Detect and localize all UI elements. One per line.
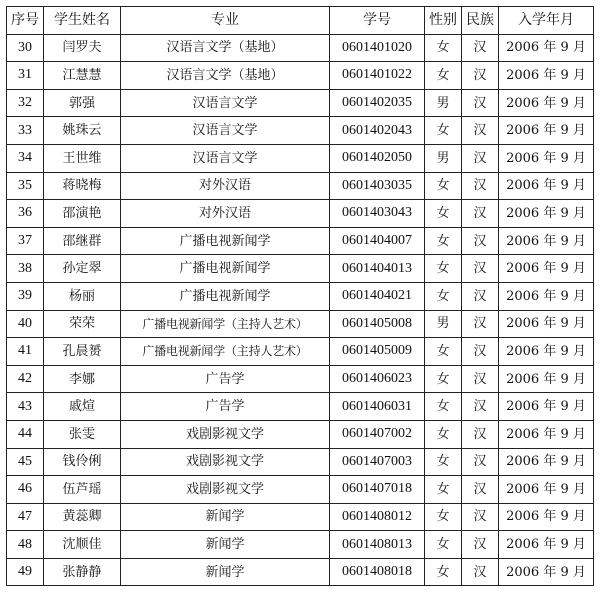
cell-name: 姚珠云 bbox=[44, 117, 121, 145]
cell-ethnicity: 汉 bbox=[462, 365, 499, 393]
table-row bbox=[7, 117, 594, 145]
cell-name: 孔晨赟 bbox=[44, 338, 121, 366]
cell-enroll: 2006 年 9 月 bbox=[499, 89, 594, 117]
cell-student-id: 0601401022 bbox=[330, 62, 425, 90]
table-row bbox=[7, 227, 594, 255]
cell-student-id: 0601402035 bbox=[330, 89, 425, 117]
header-row bbox=[7, 7, 594, 35]
cell-gender: 女 bbox=[425, 172, 462, 200]
cell-name: 杨丽 bbox=[44, 282, 121, 310]
cell-seq: 49 bbox=[7, 558, 44, 586]
table-row bbox=[7, 172, 594, 200]
cell-enroll: 2006 年 9 月 bbox=[499, 310, 594, 338]
cell-student-id: 0601407002 bbox=[330, 420, 425, 448]
cell-student-id: 0601402043 bbox=[330, 117, 425, 145]
cell-enroll: 2006 年 9 月 bbox=[499, 558, 594, 586]
cell-student-id: 0601401020 bbox=[330, 34, 425, 62]
cell-enroll: 2006 年 9 月 bbox=[499, 365, 594, 393]
cell-gender: 女 bbox=[425, 200, 462, 228]
cell-gender: 女 bbox=[425, 365, 462, 393]
cell-seq: 47 bbox=[7, 503, 44, 531]
cell-seq: 41 bbox=[7, 338, 44, 366]
header-seq: 序号 bbox=[7, 7, 44, 35]
cell-gender: 男 bbox=[425, 89, 462, 117]
cell-student-id: 0601408012 bbox=[330, 503, 425, 531]
cell-gender: 女 bbox=[425, 227, 462, 255]
table-row bbox=[7, 255, 594, 283]
cell-name: 邵继群 bbox=[44, 227, 121, 255]
cell-student-id: 0601403035 bbox=[330, 172, 425, 200]
cell-name: 李娜 bbox=[44, 365, 121, 393]
cell-seq: 44 bbox=[7, 420, 44, 448]
cell-enroll: 2006 年 9 月 bbox=[499, 144, 594, 172]
cell-ethnicity: 汉 bbox=[462, 255, 499, 283]
table-row bbox=[7, 420, 594, 448]
cell-major: 新闻学 bbox=[121, 531, 330, 559]
cell-seq: 40 bbox=[7, 310, 44, 338]
cell-gender: 女 bbox=[425, 282, 462, 310]
cell-seq: 39 bbox=[7, 282, 44, 310]
table-row bbox=[7, 310, 594, 338]
cell-name: 黄蕊卿 bbox=[44, 503, 121, 531]
cell-major: 广告学 bbox=[121, 365, 330, 393]
cell-gender: 女 bbox=[425, 117, 462, 145]
cell-major: 广播电视新闻学 bbox=[121, 227, 330, 255]
cell-student-id: 0601406023 bbox=[330, 365, 425, 393]
cell-ethnicity: 汉 bbox=[462, 144, 499, 172]
cell-enroll: 2006 年 9 月 bbox=[499, 338, 594, 366]
cell-student-id: 0601407003 bbox=[330, 448, 425, 476]
cell-enroll: 2006 年 9 月 bbox=[499, 255, 594, 283]
cell-enroll: 2006 年 9 月 bbox=[499, 420, 594, 448]
cell-gender: 男 bbox=[425, 144, 462, 172]
cell-major: 戏剧影视文学 bbox=[121, 448, 330, 476]
cell-ethnicity: 汉 bbox=[462, 476, 499, 504]
cell-ethnicity: 汉 bbox=[462, 393, 499, 421]
cell-seq: 36 bbox=[7, 200, 44, 228]
cell-seq: 33 bbox=[7, 117, 44, 145]
cell-major: 汉语言文学 bbox=[121, 117, 330, 145]
cell-ethnicity: 汉 bbox=[462, 531, 499, 559]
header-gender: 性别 bbox=[425, 7, 462, 35]
cell-name: 张雯 bbox=[44, 420, 121, 448]
cell-ethnicity: 汉 bbox=[462, 420, 499, 448]
header-enroll: 入学年月 bbox=[499, 7, 594, 35]
cell-student-id: 0601402050 bbox=[330, 144, 425, 172]
cell-gender: 女 bbox=[425, 34, 462, 62]
cell-major: 戏剧影视文学 bbox=[121, 476, 330, 504]
cell-student-id: 0601405008 bbox=[330, 310, 425, 338]
cell-name: 蒋晓梅 bbox=[44, 172, 121, 200]
header-major: 专业 bbox=[121, 7, 330, 35]
cell-seq: 31 bbox=[7, 62, 44, 90]
cell-name: 郭强 bbox=[44, 89, 121, 117]
cell-seq: 30 bbox=[7, 34, 44, 62]
cell-gender: 女 bbox=[425, 255, 462, 283]
cell-major: 对外汉语 bbox=[121, 200, 330, 228]
header-ethnicity: 民族 bbox=[462, 7, 499, 35]
cell-ethnicity: 汉 bbox=[462, 282, 499, 310]
cell-gender: 女 bbox=[425, 531, 462, 559]
cell-major: 对外汉语 bbox=[121, 172, 330, 200]
cell-gender: 女 bbox=[425, 62, 462, 90]
cell-enroll: 2006 年 9 月 bbox=[499, 531, 594, 559]
cell-student-id: 0601408018 bbox=[330, 558, 425, 586]
cell-ethnicity: 汉 bbox=[462, 558, 499, 586]
table-row bbox=[7, 338, 594, 366]
cell-student-id: 0601404007 bbox=[330, 227, 425, 255]
cell-ethnicity: 汉 bbox=[462, 117, 499, 145]
cell-name: 孙定翠 bbox=[44, 255, 121, 283]
cell-major: 汉语言文学 bbox=[121, 89, 330, 117]
cell-enroll: 2006 年 9 月 bbox=[499, 117, 594, 145]
cell-seq: 37 bbox=[7, 227, 44, 255]
cell-enroll: 2006 年 9 月 bbox=[499, 448, 594, 476]
cell-enroll: 2006 年 9 月 bbox=[499, 476, 594, 504]
cell-enroll: 2006 年 9 月 bbox=[499, 227, 594, 255]
cell-ethnicity: 汉 bbox=[462, 503, 499, 531]
table-row bbox=[7, 448, 594, 476]
cell-ethnicity: 汉 bbox=[462, 34, 499, 62]
cell-name: 伍芦瑶 bbox=[44, 476, 121, 504]
cell-gender: 女 bbox=[425, 448, 462, 476]
header-name: 学生姓名 bbox=[44, 7, 121, 35]
cell-name: 闫罗夫 bbox=[44, 34, 121, 62]
cell-ethnicity: 汉 bbox=[462, 338, 499, 366]
cell-gender: 女 bbox=[425, 476, 462, 504]
table-row bbox=[7, 144, 594, 172]
cell-ethnicity: 汉 bbox=[462, 200, 499, 228]
cell-ethnicity: 汉 bbox=[462, 448, 499, 476]
cell-ethnicity: 汉 bbox=[462, 89, 499, 117]
table-row bbox=[7, 503, 594, 531]
cell-major: 新闻学 bbox=[121, 503, 330, 531]
table-row bbox=[7, 476, 594, 504]
cell-name: 荣荣 bbox=[44, 310, 121, 338]
cell-gender: 男 bbox=[425, 310, 462, 338]
table-row bbox=[7, 558, 594, 586]
cell-name: 江慧慧 bbox=[44, 62, 121, 90]
cell-name: 张静静 bbox=[44, 558, 121, 586]
cell-seq: 48 bbox=[7, 531, 44, 559]
cell-seq: 35 bbox=[7, 172, 44, 200]
cell-gender: 女 bbox=[425, 420, 462, 448]
cell-enroll: 2006 年 9 月 bbox=[499, 282, 594, 310]
table-row bbox=[7, 282, 594, 310]
cell-ethnicity: 汉 bbox=[462, 172, 499, 200]
table-row bbox=[7, 531, 594, 559]
cell-major: 广播电视新闻学（主持人艺术） bbox=[121, 310, 330, 338]
cell-enroll: 2006 年 9 月 bbox=[499, 200, 594, 228]
cell-enroll: 2006 年 9 月 bbox=[499, 393, 594, 421]
cell-ethnicity: 汉 bbox=[462, 310, 499, 338]
cell-seq: 34 bbox=[7, 144, 44, 172]
cell-student-id: 0601407018 bbox=[330, 476, 425, 504]
cell-student-id: 0601403043 bbox=[330, 200, 425, 228]
cell-enroll: 2006 年 9 月 bbox=[499, 503, 594, 531]
cell-gender: 女 bbox=[425, 503, 462, 531]
cell-major: 广播电视新闻学 bbox=[121, 255, 330, 283]
cell-seq: 45 bbox=[7, 448, 44, 476]
cell-enroll: 2006 年 9 月 bbox=[499, 34, 594, 62]
cell-name: 沈顺佳 bbox=[44, 531, 121, 559]
cell-name: 王世维 bbox=[44, 144, 121, 172]
cell-major: 广播电视新闻学 bbox=[121, 282, 330, 310]
cell-gender: 女 bbox=[425, 338, 462, 366]
header-student-id: 学号 bbox=[330, 7, 425, 35]
table-row bbox=[7, 62, 594, 90]
cell-enroll: 2006 年 9 月 bbox=[499, 62, 594, 90]
table-row bbox=[7, 200, 594, 228]
cell-student-id: 0601405009 bbox=[330, 338, 425, 366]
cell-ethnicity: 汉 bbox=[462, 62, 499, 90]
cell-major: 汉语言文学（基地） bbox=[121, 34, 330, 62]
cell-seq: 43 bbox=[7, 393, 44, 421]
cell-seq: 46 bbox=[7, 476, 44, 504]
table-row bbox=[7, 365, 594, 393]
cell-major: 汉语言文学（基地） bbox=[121, 62, 330, 90]
student-table bbox=[6, 6, 594, 586]
cell-student-id: 0601404021 bbox=[330, 282, 425, 310]
cell-student-id: 0601406031 bbox=[330, 393, 425, 421]
cell-name: 戚煊 bbox=[44, 393, 121, 421]
cell-student-id: 0601408013 bbox=[330, 531, 425, 559]
table-row bbox=[7, 393, 594, 421]
cell-enroll: 2006 年 9 月 bbox=[499, 172, 594, 200]
cell-major: 戏剧影视文学 bbox=[121, 420, 330, 448]
cell-major: 广播电视新闻学（主持人艺术） bbox=[121, 338, 330, 366]
cell-major: 汉语言文学 bbox=[121, 144, 330, 172]
cell-gender: 女 bbox=[425, 393, 462, 421]
cell-seq: 38 bbox=[7, 255, 44, 283]
cell-ethnicity: 汉 bbox=[462, 227, 499, 255]
cell-name: 钱伶俐 bbox=[44, 448, 121, 476]
cell-student-id: 0601404013 bbox=[330, 255, 425, 283]
cell-major: 新闻学 bbox=[121, 558, 330, 586]
table-body bbox=[7, 34, 594, 586]
cell-name: 邵演艳 bbox=[44, 200, 121, 228]
cell-major: 广告学 bbox=[121, 393, 330, 421]
cell-seq: 42 bbox=[7, 365, 44, 393]
table-row bbox=[7, 89, 594, 117]
cell-seq: 32 bbox=[7, 89, 44, 117]
cell-gender: 女 bbox=[425, 558, 462, 586]
student-roster bbox=[6, 6, 594, 586]
table-row bbox=[7, 34, 594, 62]
